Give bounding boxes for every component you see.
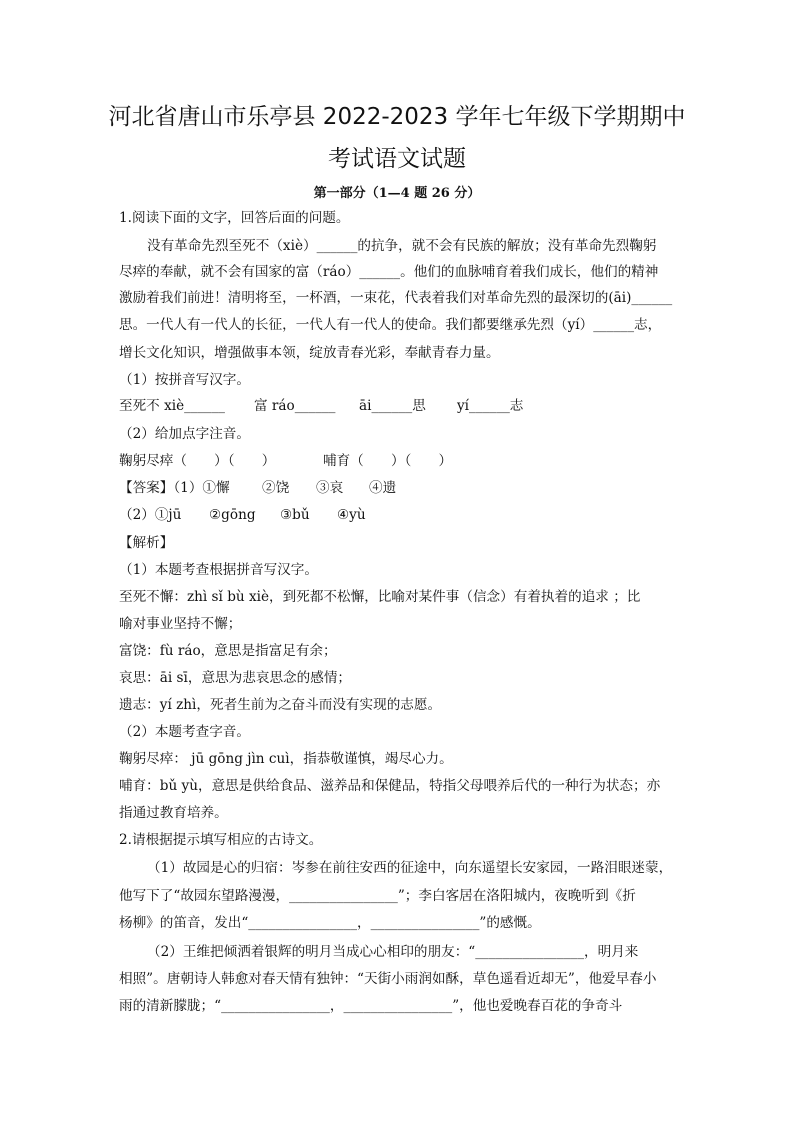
subquestion-2-label: （2）给加点字注音。 <box>119 426 250 442</box>
blank-item: yí______志 <box>457 398 524 414</box>
analysis-line: 富饶：fù ráo，意思是指富足有余； <box>119 643 337 659</box>
analysis-line: （1）本题考查根据拼音写汉字。 <box>119 562 318 578</box>
passage-line: 激励着我们前进！清明将至，一杯酒，一束花，代表着我们对革命先烈的最深切的(āi)______ <box>119 290 673 306</box>
subquestion-1-label: （1）按拼音写汉字。 <box>119 372 250 388</box>
answer-text: ②gōng <box>209 507 256 523</box>
question-1-prompt: 1.阅读下面的文字，回答后面的问题。 <box>119 210 350 226</box>
poem-item-line: 杨柳》的笛音，发出“________________，________________”的感慨。 <box>119 915 541 931</box>
blank-item: 富 ráo______ <box>254 398 336 414</box>
analysis-line: 遗志：yí zhì，死者生前为之奋斗而没有实现的志愿。 <box>119 697 442 713</box>
answer-text: ④遗 <box>369 480 397 496</box>
analysis-line: （2）本题考查字音。 <box>119 724 250 740</box>
analysis-line: 至死不懈：zhì sǐ bù xiè，到死都不松懈，比喻对某件事（信念）有着执着的追求 ；比 <box>119 589 641 605</box>
answer-text: ③哀 <box>316 480 344 496</box>
answer-text: 【答案】（1）①懈 <box>119 480 230 496</box>
analysis-line: 哀思：āi sī，意思为悲哀思念的感情； <box>119 670 352 686</box>
blank-item: 至死不 xiè______ <box>119 398 225 414</box>
answer-text: ③bǔ <box>280 507 310 523</box>
analysis-label: 【解析】 <box>119 535 174 551</box>
subquestion-1-blanks <box>119 398 679 414</box>
page-title-line2: 考试语文试题 <box>328 146 466 172</box>
poem-item-line: 他写下了“故园东望路漫漫，________________”；李白客居在洛阳城内，夜晚听到《折 <box>119 888 636 904</box>
poem-item-line: 相照”。唐朝诗人韩愈对春天情有独钟：“天街小雨润如酥，草色遥看近却无”，他爱早春小 <box>119 971 657 987</box>
analysis-line: 指通过教育培养。 <box>119 805 228 821</box>
pinyin-item: 哺育（ ）（ ） <box>323 453 453 469</box>
blank-item: āi______思 <box>359 398 426 414</box>
passage-line: 尽瘁的奉献，就不会有国家的富（ráo）______。他们的血脉哺育着我们成长，他们的精神 <box>119 264 659 280</box>
passage-line: 思。一代人有一代人的长征，一代人有一代人的使命。我们都要继承先烈（yí）______志， <box>119 317 662 333</box>
answer-text: （2）①jū <box>119 507 182 523</box>
passage-line: 没有革命先烈至死不（xiè）______的抗争，就不会有民族的解放；没有革命先烈鞠躬 <box>147 238 657 254</box>
subquestion-2-blanks <box>119 453 679 469</box>
analysis-line: 喻对事业坚持不懈； <box>119 616 242 632</box>
analysis-line: 哺育：bǔ yù，意思是供给食品、滋养品和保健品，特指父母喂养后代的一种行为状态；亦 <box>119 778 661 794</box>
analysis-line: 鞠躬尽瘁： jū gōng jìn cuì，指恭敬谨慎，竭尽心力。 <box>119 751 453 767</box>
answer-text: ④yù <box>337 507 366 523</box>
answer-line-2 <box>119 507 679 523</box>
pinyin-item: 鞠躬尽瘁（ ）（ ） <box>119 453 276 469</box>
answer-line-1 <box>119 480 679 496</box>
page-title: 河北省唐山市乐亭县 2022-2023 学年七年级下学期期中 <box>108 104 686 130</box>
poem-item-line: （2）王维把倾洒着银辉的明月当成心心相印的朋友：“________________，明月来 <box>147 944 639 960</box>
passage-line: 增长文化知识，增强做事本领，绽放青春光彩，奉献青春力量。 <box>119 345 500 361</box>
poem-item-line: （1）故园是心的归宿：岑参在前往安西的征途中，向东遥望长安家园，一路泪眼迷蒙， <box>147 860 673 876</box>
question-2-prompt: 2.请根据提示填写相应的古诗文。 <box>119 832 323 848</box>
answer-text: ②饶 <box>262 480 290 496</box>
poem-item-line: 雨的清新朦胧；“________________，________________”，他也爱晚春百花的争奇斗 <box>119 998 623 1014</box>
part-heading: 第一部分（1—4 题 26 分） <box>313 186 481 201</box>
